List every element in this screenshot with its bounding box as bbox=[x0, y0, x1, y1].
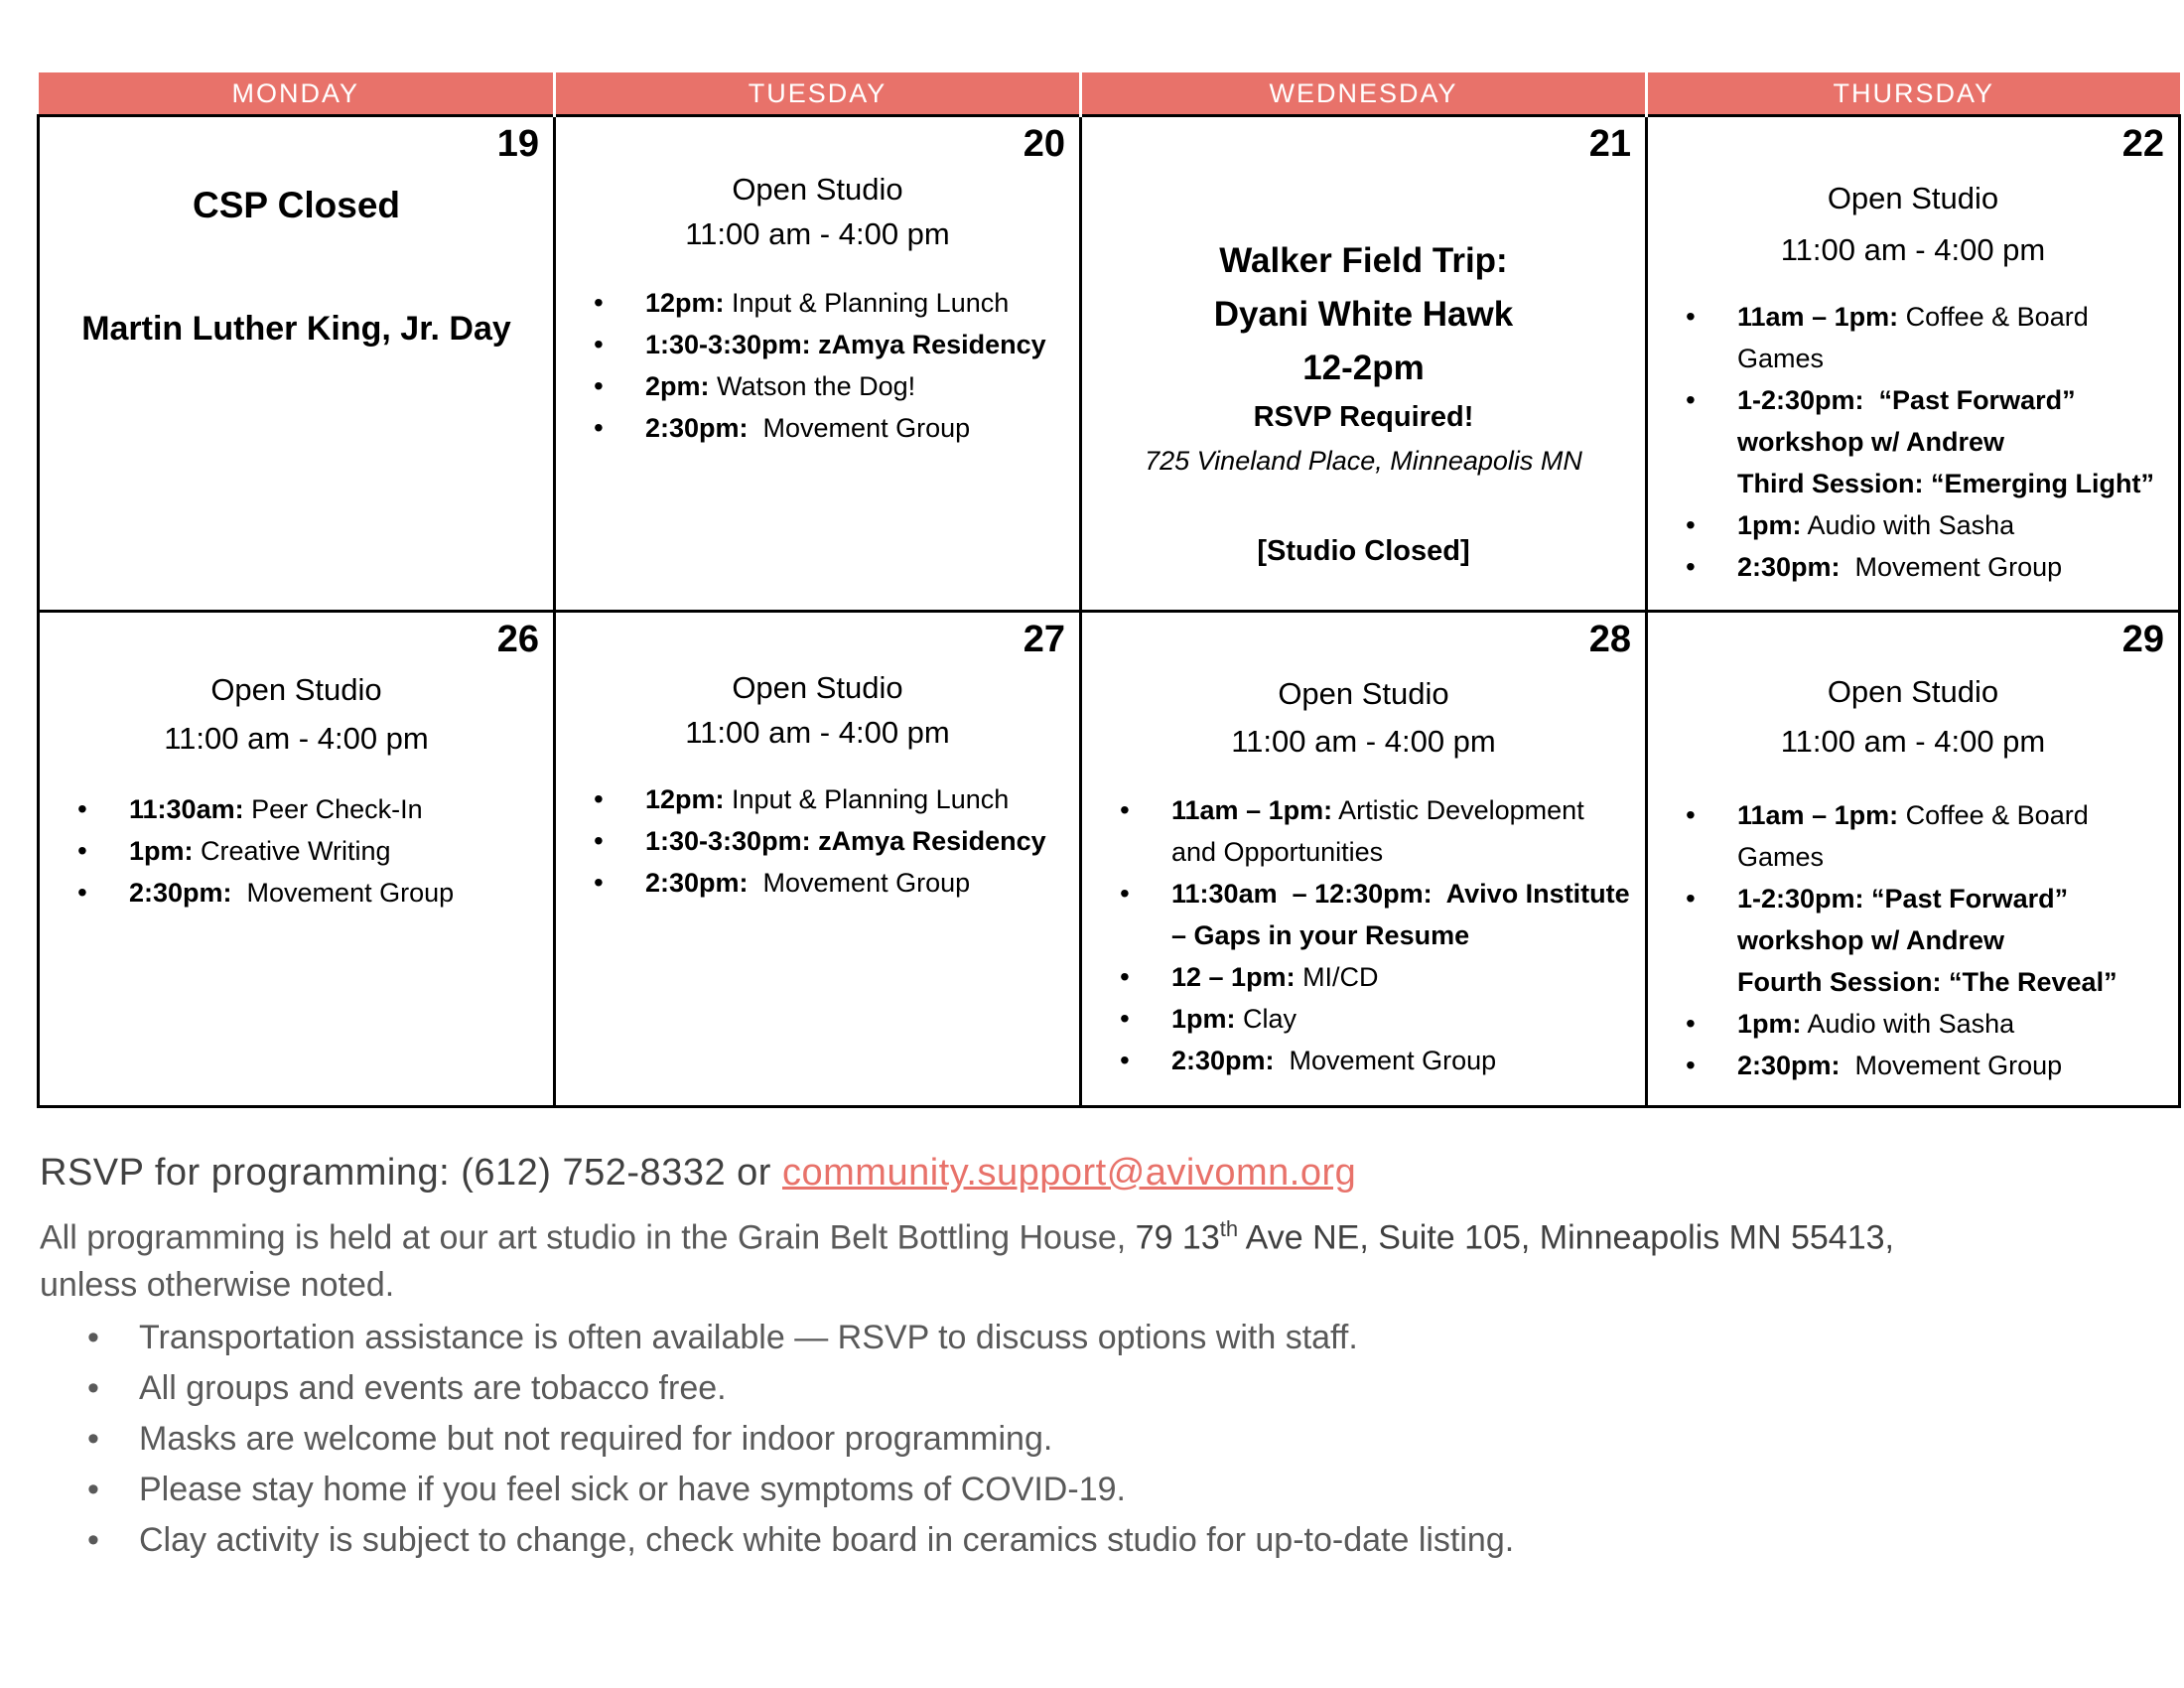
event-list bbox=[1648, 296, 2178, 588]
list-item: • Please stay home if you feel sick or have symptoms of COVID-19. bbox=[40, 1465, 2144, 1515]
rsvp-line: RSVP for programming: (612) 752-8332 or community.support@avivomn.org bbox=[40, 1152, 1357, 1194]
day-hours: 11:00 am - 4:00 pm bbox=[1780, 724, 2046, 759]
list-item: • 11am – 1pm: Coffee & Board bbox=[1648, 296, 2160, 338]
list-item: • 12pm: Input & Planning Lunch bbox=[556, 778, 1061, 820]
day-hours: 11:00 am - 4:00 pm bbox=[685, 216, 950, 251]
day-subtitle: Martin Luther King, Jr. Day bbox=[81, 310, 511, 348]
list-item: • 1-2:30pm: “Past Forward” bbox=[1648, 379, 2160, 421]
week-row-2 bbox=[39, 612, 2180, 1107]
day-hours: 11:00 am - 4:00 pm bbox=[685, 715, 950, 750]
list-item-continued: workshop w/ Andrew bbox=[1737, 427, 2005, 457]
list-item: • 2:30pm: Movement Group bbox=[1648, 546, 2160, 588]
list-item: • 11:30am: Peer Check-In bbox=[40, 788, 535, 830]
day-number: 21 bbox=[1588, 123, 1631, 165]
list-item-continued: Games bbox=[1737, 344, 1825, 373]
field-trip-time: 12-2pm bbox=[1302, 349, 1425, 387]
day-cell-19 bbox=[39, 116, 555, 612]
list-item: • 1pm: Creative Writing bbox=[40, 830, 535, 872]
day-cell-21 bbox=[1081, 116, 1647, 612]
day-number: 27 bbox=[1023, 619, 1065, 660]
rsvp-required: RSVP Required! bbox=[1253, 401, 1474, 433]
list-item: • 2:30pm: Movement Group bbox=[1648, 1045, 2160, 1086]
list-item: • Masks are welcome but not required for indoor programming. bbox=[40, 1414, 2144, 1465]
event-list bbox=[1082, 789, 1645, 1081]
day-number: 29 bbox=[2121, 619, 2164, 660]
day-title: CSP Closed bbox=[192, 185, 401, 225]
list-item: • 1:30-3:30pm: zAmya Residency bbox=[556, 324, 1061, 365]
event-list bbox=[556, 282, 1079, 449]
list-item: • 1:30-3:30pm: zAmya Residency bbox=[556, 820, 1061, 862]
list-item: • 2pm: Watson the Dog! bbox=[556, 365, 1061, 407]
event-list bbox=[1648, 794, 2178, 1086]
event-list bbox=[40, 788, 553, 914]
list-item: • 1pm: Audio with Sasha bbox=[1648, 504, 2160, 546]
day-number: 22 bbox=[2121, 123, 2164, 165]
list-item-continued: Fourth Session: “The Reveal” bbox=[1737, 967, 2117, 997]
day-number: 26 bbox=[496, 619, 539, 660]
calendar-grid bbox=[37, 72, 2181, 1108]
day-number: 19 bbox=[496, 123, 539, 165]
header-thursday: THURSDAY bbox=[1647, 72, 2180, 116]
list-item: • 2:30pm: Movement Group bbox=[1082, 1040, 1627, 1081]
list-item: • Transportation assistance is often available — RSVP to discuss options with staff. bbox=[40, 1313, 2144, 1363]
list-item-continued: Games bbox=[1737, 842, 1825, 872]
email-link[interactable]: community.support@avivomn.org bbox=[782, 1152, 1357, 1194]
list-item: • 2:30pm: Movement Group bbox=[556, 407, 1061, 449]
day-title: Open Studio bbox=[732, 172, 903, 207]
list-item: • 2:30pm: Movement Group bbox=[40, 872, 535, 914]
day-hours: 11:00 am - 4:00 pm bbox=[164, 721, 429, 756]
day-hours: 11:00 am - 4:00 pm bbox=[1780, 232, 2046, 267]
weekday-header-row bbox=[39, 72, 2180, 116]
day-hours: 11:00 am - 4:00 pm bbox=[1231, 724, 1496, 759]
studio-closed-note: [Studio Closed] bbox=[1257, 535, 1470, 567]
list-item: • Clay activity is subject to change, check white board in ceramics studio for up-to-date listing. bbox=[40, 1515, 2144, 1566]
notes-list bbox=[40, 1313, 2144, 1566]
day-cell-27 bbox=[555, 612, 1081, 1107]
day-title: Open Studio bbox=[210, 672, 382, 707]
day-number: 20 bbox=[1023, 123, 1065, 165]
list-item-continued: Third Session: “Emerging Light” bbox=[1737, 469, 2155, 498]
list-item-continued: and Opportunities bbox=[1171, 837, 1384, 867]
header-monday: MONDAY bbox=[39, 72, 555, 116]
location-intro: All programming is held at our art studio in the Grain Belt Bottling House, 79 13th Ave NE, Suite 105, Minneapolis MN 55413, unless otherwise noted. bbox=[40, 1216, 1894, 1305]
day-title: Open Studio bbox=[1827, 674, 1999, 709]
list-item-continued: – Gaps in your Resume bbox=[1171, 920, 1470, 950]
header-tuesday: TUESDAY bbox=[555, 72, 1081, 116]
list-item: • 1pm: Audio with Sasha bbox=[1648, 1003, 2160, 1045]
day-title: Open Studio bbox=[1278, 676, 1449, 711]
day-cell-29 bbox=[1647, 612, 2180, 1107]
list-item: • 2:30pm: Movement Group bbox=[556, 862, 1061, 904]
week-row-1 bbox=[39, 116, 2180, 612]
day-cell-28 bbox=[1081, 612, 1647, 1107]
list-item: • 1pm: Clay bbox=[1082, 998, 1627, 1040]
list-item: • 12pm: Input & Planning Lunch bbox=[556, 282, 1061, 324]
footer-info bbox=[40, 1144, 2144, 1566]
list-item: • 11:30am – 12:30pm: Avivo Institute bbox=[1082, 873, 1627, 914]
list-item-continued: workshop w/ Andrew bbox=[1737, 925, 2005, 955]
day-cell-20 bbox=[555, 116, 1081, 612]
list-item: • 11am – 1pm: Coffee & Board bbox=[1648, 794, 2160, 836]
list-item: • 11am – 1pm: Artistic Development bbox=[1082, 789, 1627, 831]
field-trip-artist: Dyani White Hawk bbox=[1213, 295, 1514, 334]
day-cell-26 bbox=[39, 612, 555, 1107]
event-list bbox=[556, 778, 1079, 904]
list-item: • 1-2:30pm: “Past Forward” bbox=[1648, 878, 2160, 919]
day-number: 28 bbox=[1588, 619, 1631, 660]
list-item: • 12 – 1pm: MI/CD bbox=[1082, 956, 1627, 998]
header-wednesday: WEDNESDAY bbox=[1081, 72, 1647, 116]
list-item: • All groups and events are tobacco free. bbox=[40, 1363, 2144, 1414]
field-trip-title: Walker Field Trip: bbox=[1219, 241, 1508, 280]
field-trip-address: 725 Vineland Place, Minneapolis MN bbox=[1145, 446, 1582, 476]
day-title: Open Studio bbox=[1827, 181, 1999, 215]
day-title: Open Studio bbox=[732, 670, 903, 705]
day-cell-22 bbox=[1647, 116, 2180, 612]
